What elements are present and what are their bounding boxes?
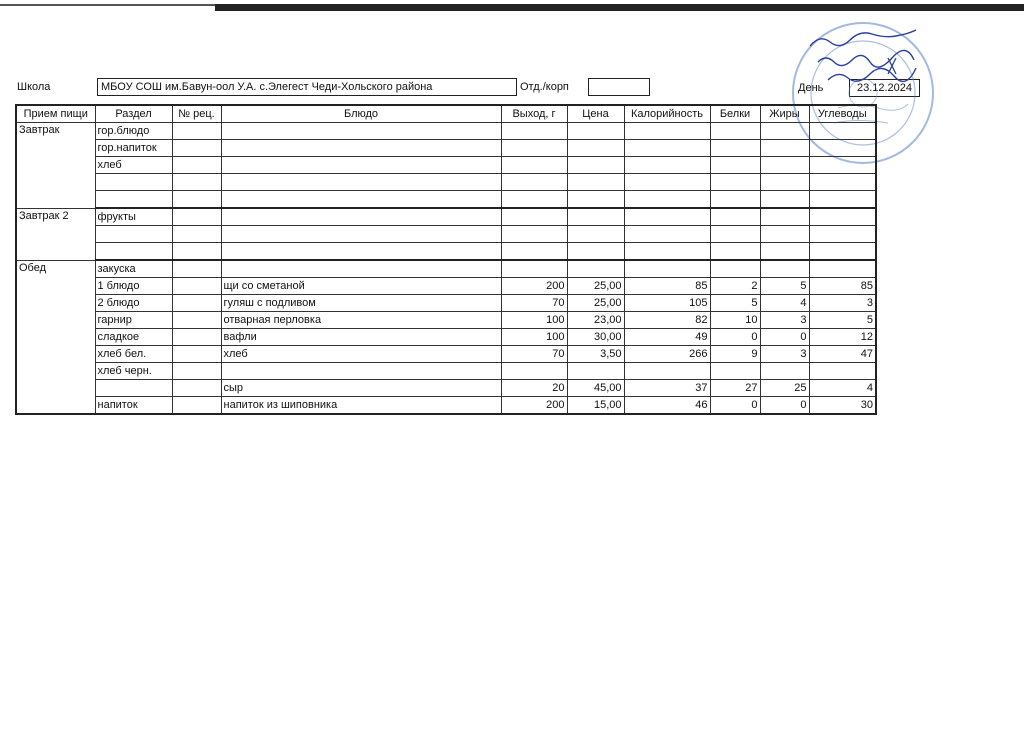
kcal-cell: 49 [624,329,710,346]
kcal-cell [624,260,710,278]
yield-cell: 100 [501,312,567,329]
col-header: № рец. [172,105,221,123]
school-label: Школа [17,81,51,93]
dish-cell: щи со сметаной [221,278,501,295]
fat-cell: 25 [760,380,809,397]
menu-table [15,104,877,415]
section-cell: закуска [95,260,172,278]
carbs-cell: 4 [809,380,876,397]
kcal-cell: 105 [624,295,710,312]
dish-cell: сыр [221,380,501,397]
section-cell: фрукты [95,208,172,226]
carbs-cell: 85 [809,278,876,295]
protein-cell: 27 [710,380,760,397]
table-row [16,157,876,174]
dept-field [588,78,650,96]
col-header: Выход, г [501,105,567,123]
col-header: Жиры [760,105,809,123]
dish-cell: гуляш с подливом [221,295,501,312]
price-cell: 23,00 [567,312,624,329]
protein-cell: 0 [710,397,760,415]
section-cell [95,380,172,397]
section-cell: 1 блюдо [95,278,172,295]
price-cell: 15,00 [567,397,624,415]
table-row [16,191,876,209]
col-header: Белки [710,105,760,123]
table-row [16,397,876,415]
carbs-cell: 47 [809,346,876,363]
col-header: Цена [567,105,624,123]
fat-cell: 3 [760,312,809,329]
price-cell: 45,00 [567,380,624,397]
col-header: Калорийность [624,105,710,123]
meal-cell: Завтрак 2 [16,208,95,260]
yield-cell: 200 [501,397,567,415]
table-row [16,123,876,140]
table-row [16,208,876,226]
fat-cell: 3 [760,346,809,363]
carbs-cell: 30 [809,397,876,415]
protein-cell: 10 [710,312,760,329]
fat-cell [760,363,809,380]
section-cell [95,243,172,261]
fat-cell: 0 [760,329,809,346]
yield-cell: 20 [501,380,567,397]
section-cell: хлеб бел. [95,346,172,363]
carbs-cell: 12 [809,329,876,346]
section-cell: хлеб [95,157,172,174]
scan-edge-bar [215,4,1024,11]
table-row [16,329,876,346]
col-header: Прием пищи [16,105,95,123]
table-row [16,174,876,191]
dish-cell: вафли [221,329,501,346]
yield-cell: 70 [501,295,567,312]
kcal-cell: 46 [624,397,710,415]
kcal-cell: 266 [624,346,710,363]
section-cell [95,191,172,209]
table-row [16,278,876,295]
meal-cell: Обед [16,260,95,414]
section-cell: сладкое [95,329,172,346]
table-row [16,380,876,397]
section-cell: гор.напиток [95,140,172,157]
kcal-cell: 37 [624,380,710,397]
carbs-cell [809,363,876,380]
fat-cell: 0 [760,397,809,415]
protein-cell: 2 [710,278,760,295]
yield-cell: 100 [501,329,567,346]
table-row [16,312,876,329]
fat-cell [760,260,809,278]
meal-cell: Завтрак [16,123,95,209]
col-header: Углеводы [809,105,876,123]
fat-cell: 4 [760,295,809,312]
school-field: МБОУ СОШ им.Бавун-оол У.А. с.Элегест Чеди-Хольского района [97,78,517,96]
table-row [16,226,876,243]
protein-cell: 5 [710,295,760,312]
dish-cell: напиток из шиповника [221,397,501,415]
dish-cell [221,260,501,278]
section-cell: хлеб черн. [95,363,172,380]
section-cell: гор.блюдо [95,123,172,140]
price-cell: 25,00 [567,278,624,295]
header-row [16,105,876,123]
dept-label: Отд./корп [520,81,569,93]
col-header: Блюдо [221,105,501,123]
table-row [16,295,876,312]
carbs-cell: 3 [809,295,876,312]
protein-cell [710,260,760,278]
table-row [16,243,876,261]
table-row [16,346,876,363]
yield-cell [501,363,567,380]
protein-cell [710,363,760,380]
price-cell: 25,00 [567,295,624,312]
kcal-cell: 85 [624,278,710,295]
price-cell: 3,50 [567,346,624,363]
dish-cell: хлеб [221,346,501,363]
section-cell: 2 блюдо [95,295,172,312]
kcal-cell: 82 [624,312,710,329]
protein-cell: 0 [710,329,760,346]
table-row [16,260,876,278]
fat-cell: 5 [760,278,809,295]
dish-cell: отварная перловка [221,312,501,329]
scan-edge-line [0,4,215,6]
kcal-cell [624,363,710,380]
section-cell [95,226,172,243]
price-cell: 30,00 [567,329,624,346]
yield-cell [501,260,567,278]
yield-cell: 70 [501,346,567,363]
price-cell [567,260,624,278]
dish-cell [221,363,501,380]
section-cell: гарнир [95,312,172,329]
yield-cell: 200 [501,278,567,295]
table-row [16,140,876,157]
day-field: 23.12.2024 [849,79,920,97]
col-header: Раздел [95,105,172,123]
carbs-cell: 5 [809,312,876,329]
carbs-cell [809,260,876,278]
price-cell [567,363,624,380]
protein-cell: 9 [710,346,760,363]
day-label: День [798,82,824,94]
table-row [16,363,876,380]
section-cell [95,174,172,191]
section-cell: напиток [95,397,172,415]
